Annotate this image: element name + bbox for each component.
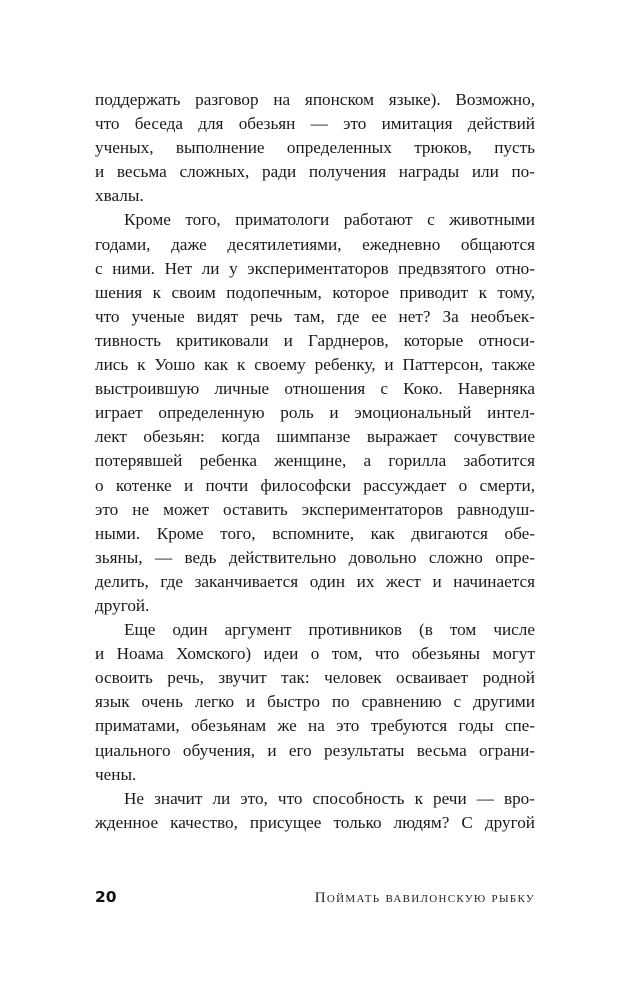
text-line: циального обучения, и его результаты весьма ограни- [95,740,535,760]
page-number: 20 [95,888,117,906]
paragraph-first-line: Не значит ли это, что способность к речи — вро- [124,788,535,808]
text-line: приматами, обезьянам же на это требуются годы спе- [95,716,535,736]
text-line: с ними. Нет ли у экспериментаторов предвзятого отно- [95,258,535,278]
paragraph-first-line: Кроме того, приматологи работают с животными [124,210,535,230]
text-line: выстроившую личные отношения с Коко. Наверняка [95,379,535,399]
text-line: и весьма сложных, ради получения награды или по- [95,162,535,182]
text-line: лект обезьян: когда шимпанзе выражает сочувствие [95,427,535,447]
body-text [95,88,535,835]
text-line: что ученые видят речь там, где ее нет? За необъек- [95,306,535,326]
text-line: хвалы. [95,186,144,206]
text-line: тивность критиковали и Гарднеров, которые относи- [95,330,535,350]
text-line: годами, даже десятилетиями, ежедневно общаются [95,234,535,254]
text-line: зьяны, — ведь действительно довольно сложно опре- [95,547,535,567]
text-line: жденное качество, присущее только людям? С другой [95,812,535,832]
text-line: язык очень легко и быстро по сравнению с другими [95,692,535,712]
text-line: освоить речь, звучит так: человек осваивает родной [95,668,535,688]
text-line: что беседа для обезьян — это имитация действий [95,114,535,134]
text-line: лись к Уошо как к своему ребенку, и Паттерсон, также [95,355,535,375]
text-line: шения к своим подопечным, которое приводит к тому, [95,282,535,302]
text-line: о котенке и почти философски рассуждает о смерти, [95,475,535,495]
page-footer [95,888,535,914]
text-line: другой. [95,595,150,615]
text-line: ученых, выполнение определенных трюков, пусть [95,138,535,158]
text-line: потерявшей ребенка женщине, а горилла заботится [95,451,535,471]
text-line: и Ноама Хомского) идеи о том, что обезьяны могут [95,644,535,664]
text-line: играет определенную роль и эмоциональный интел- [95,403,535,423]
text-line: чены. [95,764,137,784]
text-line: поддержать разговор на японском языке). Возможно, [95,90,535,109]
text-line: ными. Кроме того, вспомните, как двигаются обе- [95,523,535,543]
text-line: делить, где заканчивается один их жест и начинается [95,571,535,591]
text-line: это не может оставить экспериментаторов равнодуш- [95,499,535,519]
paragraph-first-line: Еще один аргумент противников (в том числе [124,620,535,640]
running-title: Поймать вавилонскую рыбку [314,890,535,906]
